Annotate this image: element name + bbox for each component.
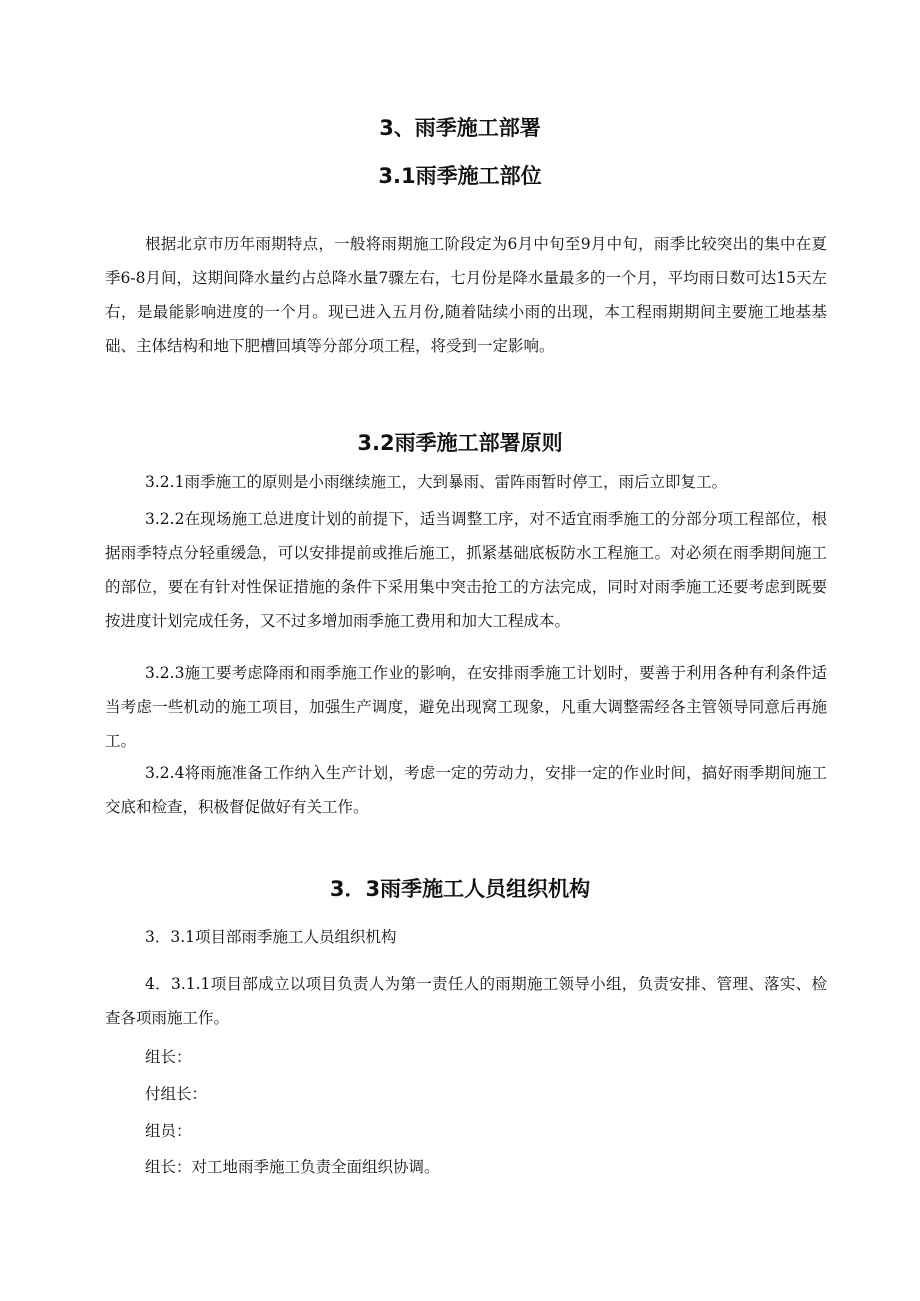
- section-3-3-heading: 3．3雨季施工人员组织机构: [329, 877, 591, 901]
- section-3-1-heading: 3.1雨季施工部位: [378, 164, 542, 188]
- leader-duty-line: 组长：对工地雨季施工负责全面组织协调。: [145, 1158, 440, 1176]
- section-3-heading: 3、雨季施工部署: [379, 116, 541, 140]
- section-3-1-paragraph: 根据北京市历年雨期特点，一般将雨期施工阶段定为6月中旬至9月中旬，雨季比较突出的集中在夏季6-8月间，这期间降水量约占总降水量7骤左右，七月份是降水量最多的一个月，平均雨日数可达15天左右，是最能影响进度的一个月。现已进入五月份,随着陆续小雨的出现，本工程雨期期间主要施工地基基础、主体结构和地下肥槽回填等分部分项工程，将受到一定影响。: [105, 235, 827, 355]
- section-3-2-4-paragraph: 3.2.4将雨施准备工作纳入生产计划，考虑一定的劳动力，安排一定的作业时间，搞好雨季期间施工交底和检查，积极督促做好有关工作。: [105, 764, 827, 816]
- section-3-2-3-paragraph: 3.2.3施工要考虑降雨和雨季施工作业的影响，在安排雨季施工计划时，要善于利用各种有利条件适当考虑一些机动的施工项目，加强生产调度，避免出现窝工现象，凡重大调整需经各主管领导同意后再施工。: [105, 664, 827, 750]
- members-line: 组员：: [145, 1122, 192, 1140]
- section-3-3-1-1-paragraph: 4．3.1.1项目部成立以项目负责人为第一责任人的雨期施工领导小组，负责安排、管理、落实、检查各项雨施工作。: [105, 975, 827, 1027]
- section-3-2-heading: 3.2雨季施工部署原则: [357, 431, 563, 455]
- section-3-2-1-paragraph: 3.2.1雨季施工的原则是小雨继续施工，大到暴雨、雷阵雨暂时停工，雨后立即复工。: [145, 473, 727, 491]
- deputy-leader-line: 付组长：: [145, 1085, 208, 1103]
- leader-line: 组长：: [145, 1048, 192, 1066]
- section-3-2-2-paragraph: 3.2.2在现场施工总进度计划的前提下，适当调整工序，对不适宜雨季施工的分部分项工程部位，根据雨季特点分轻重缓急，可以安排提前或推后施工，抓紧基础底板防水工程施工。对必须在雨季期间施工的部位，要在有针对性保证措施的条件下采用集中突击抢工的方法完成，同时对雨季施工还要考虑到既要按进度计划完成任务，又不过多增加雨季施工费用和加大工程成本。: [105, 510, 827, 630]
- section-3-3-1-subheading: 3．3.1项目部雨季施工人员组织机构: [145, 928, 397, 946]
